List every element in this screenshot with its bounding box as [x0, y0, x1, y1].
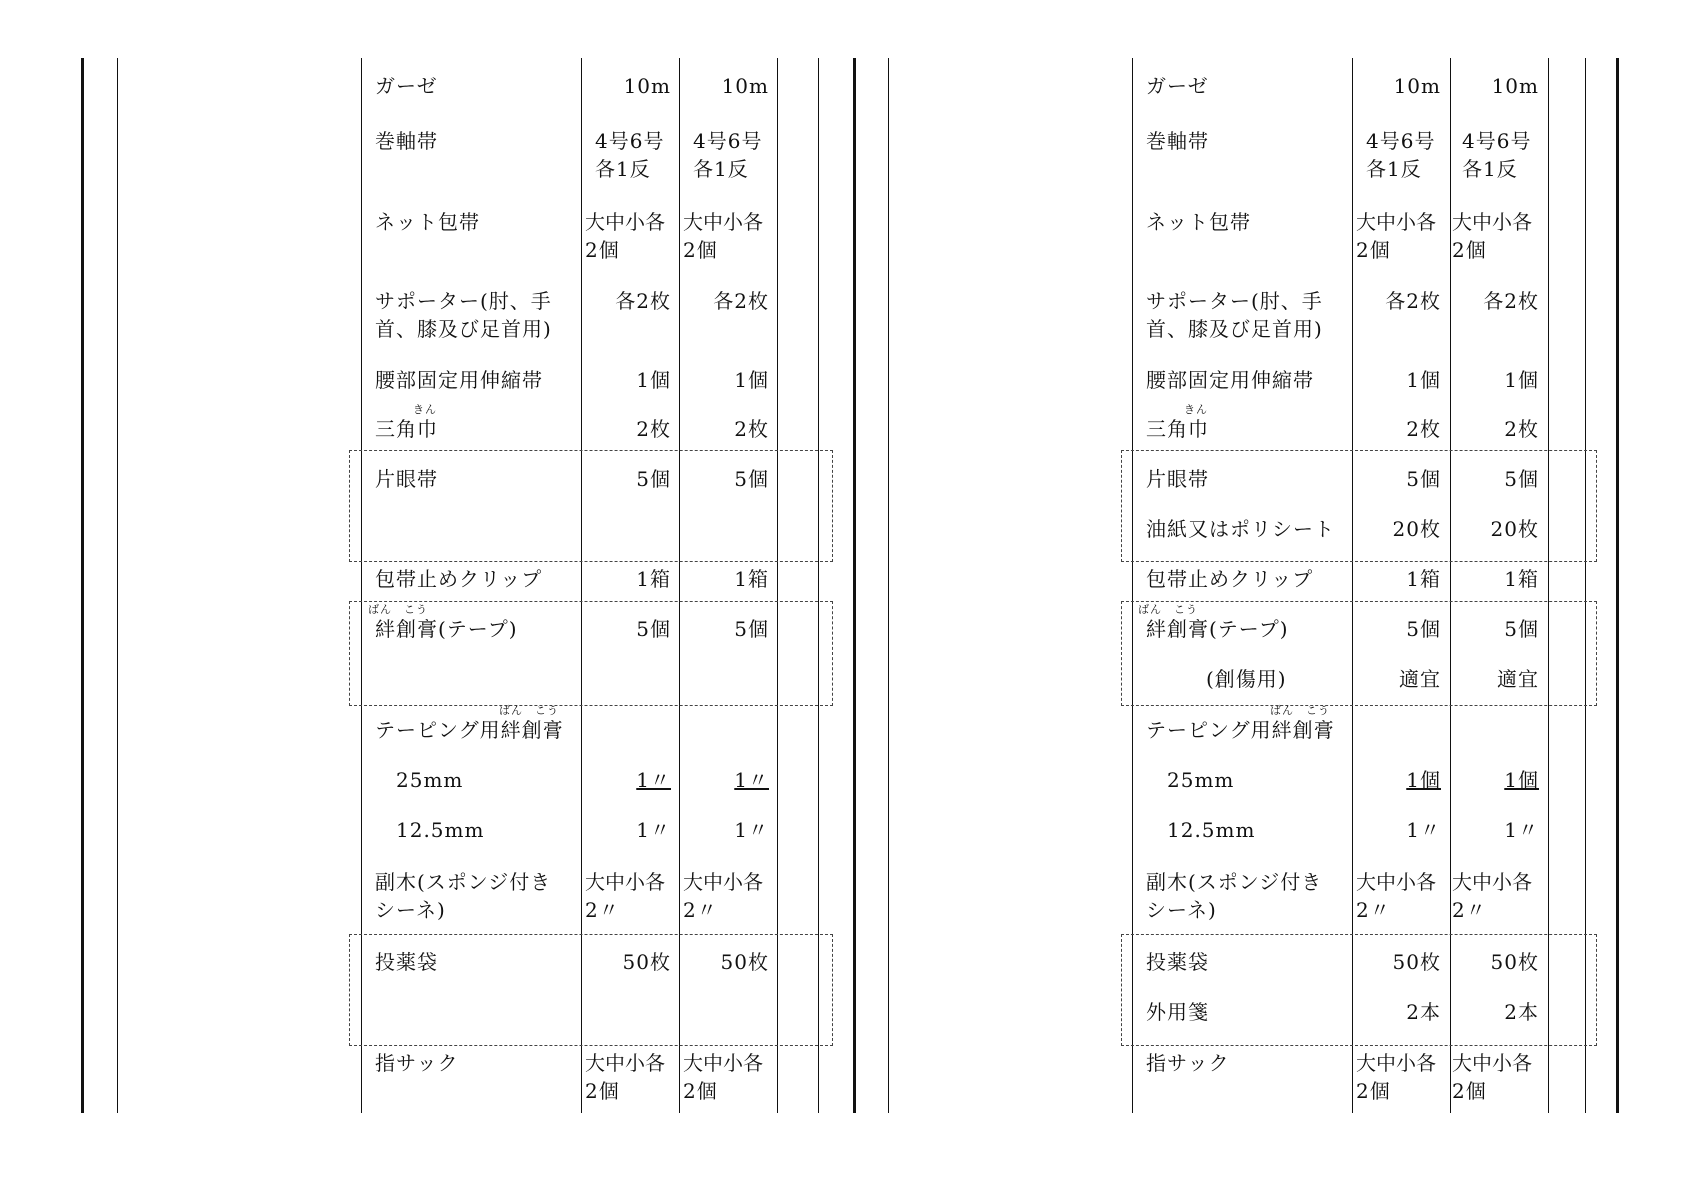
item-name: 腰部固定用伸縮帯 — [375, 368, 543, 392]
item-name: (創傷用) — [1206, 667, 1287, 691]
quantity-1: 1箱 — [636, 567, 671, 591]
border-line — [81, 58, 84, 1113]
item-name: テーピング用絆創膏 — [375, 718, 564, 742]
quantity-1: 大中小各 — [585, 210, 665, 234]
quantity-1-line2: 2〃 — [585, 898, 620, 922]
quantity-1-line2: 2個 — [585, 238, 620, 262]
quantity-1-line2: 各1反 — [595, 157, 651, 181]
quantity-2: 各2枚 — [1483, 289, 1539, 313]
item-name-line2: シーネ) — [1146, 898, 1217, 922]
ruby-reading: ばん こう — [1138, 603, 1198, 616]
quantity-2: 10m — [1491, 74, 1539, 98]
item-name: 三角巾 — [375, 417, 438, 441]
quantity-1: 各2枚 — [615, 289, 671, 313]
quantity-2-line2: 2個 — [1452, 1079, 1487, 1103]
quantity-2: 4号6号 — [693, 129, 763, 153]
quantity-2: 2本 — [1504, 1000, 1539, 1024]
quantity-2: 大中小各 — [1452, 210, 1532, 234]
quantity-1: 50枚 — [622, 950, 671, 974]
quantity-1: 2本 — [1406, 1000, 1441, 1024]
item-name: 25mm — [396, 768, 464, 792]
quantity-1: 5個 — [1406, 617, 1441, 641]
item-name: サポーター(肘、手 — [1146, 289, 1323, 313]
quantity-2-line2: 2〃 — [683, 898, 718, 922]
item-name: 三角巾 — [1146, 417, 1209, 441]
item-name: 巻軸帯 — [1146, 129, 1209, 153]
quantity-2: 2枚 — [1504, 417, 1539, 441]
quantity-1: 4号6号 — [595, 129, 665, 153]
quantity-2-line2: 2個 — [1452, 238, 1487, 262]
border-line — [853, 58, 856, 1113]
item-name: 投薬袋 — [1146, 950, 1209, 974]
column-line — [888, 58, 889, 1113]
item-name: 指サック — [375, 1051, 459, 1075]
item-name: 12.5mm — [1167, 818, 1256, 842]
quantity-2: 1個 — [1504, 368, 1539, 392]
column-line — [117, 58, 118, 1113]
quantity-2: 1個 — [1504, 768, 1539, 792]
quantity-2: 大中小各 — [1452, 1051, 1532, 1075]
quantity-1: 大中小各 — [1356, 870, 1436, 894]
ruby-reading: ばん こう — [1270, 704, 1330, 717]
item-name: 投薬袋 — [375, 950, 438, 974]
quantity-1-line2: 2〃 — [1356, 898, 1391, 922]
quantity-2: 5個 — [1504, 617, 1539, 641]
quantity-1: 4号6号 — [1366, 129, 1436, 153]
item-name: 外用箋 — [1146, 1000, 1209, 1024]
item-name: ガーゼ — [1146, 74, 1209, 98]
quantity-2-line2: 2個 — [683, 1079, 718, 1103]
quantity-2: 大中小各 — [683, 870, 763, 894]
quantity-1: 5個 — [636, 467, 671, 491]
quantity-2: 1箱 — [1504, 567, 1539, 591]
quantity-1: 大中小各 — [1356, 1051, 1436, 1075]
quantity-1: 2枚 — [1406, 417, 1441, 441]
item-name: 腰部固定用伸縮帯 — [1146, 368, 1314, 392]
border-line — [1616, 58, 1619, 1113]
item-name: ネット包帯 — [1146, 210, 1251, 234]
item-name: 片眼帯 — [375, 467, 438, 491]
ruby-reading: ばん こう — [368, 603, 428, 616]
quantity-2-line2: 各1反 — [1462, 157, 1518, 181]
item-name: 巻軸帯 — [375, 129, 438, 153]
item-name: 副木(スポンジ付き — [375, 870, 552, 894]
quantity-1-line2: 2個 — [1356, 1079, 1391, 1103]
quantity-2: 1〃 — [734, 768, 769, 792]
quantity-2: 20枚 — [1490, 517, 1539, 541]
quantity-1-line2: 各1反 — [1366, 157, 1422, 181]
quantity-2: 1〃 — [1504, 818, 1539, 842]
item-name: 包帯止めクリップ — [1146, 567, 1314, 591]
quantity-2-line2: 2〃 — [1452, 898, 1487, 922]
item-name: 油紙又はポリシート — [1146, 517, 1335, 541]
item-name: 包帯止めクリップ — [375, 567, 543, 591]
quantity-1: 20枚 — [1392, 517, 1441, 541]
item-name-line2: 首、膝及び足首用) — [375, 317, 552, 341]
item-name: ガーゼ — [375, 74, 438, 98]
quantity-1: 2枚 — [636, 417, 671, 441]
item-name-line2: 首、膝及び足首用) — [1146, 317, 1323, 341]
quantity-1: 1〃 — [636, 818, 671, 842]
quantity-2-line2: 2個 — [683, 238, 718, 262]
quantity-1: 各2枚 — [1385, 289, 1441, 313]
quantity-2: 大中小各 — [683, 210, 763, 234]
item-name-line2: シーネ) — [375, 898, 446, 922]
quantity-2-line2: 各1反 — [693, 157, 749, 181]
quantity-1: 大中小各 — [585, 1051, 665, 1075]
quantity-2: 5個 — [734, 467, 769, 491]
ruby-reading: ばん こう — [499, 704, 559, 717]
ruby-reading: きん — [1184, 403, 1208, 416]
quantity-1: 1〃 — [636, 768, 671, 792]
quantity-2: 2枚 — [734, 417, 769, 441]
quantity-2: 1個 — [734, 368, 769, 392]
quantity-1: 1箱 — [1406, 567, 1441, 591]
item-name: 絆創膏(テープ) — [375, 617, 518, 641]
quantity-1: 50枚 — [1392, 950, 1441, 974]
quantity-2: 50枚 — [1490, 950, 1539, 974]
quantity-2: 5個 — [1504, 467, 1539, 491]
quantity-1-line2: 2個 — [1356, 238, 1391, 262]
quantity-2: 適宜 — [1497, 667, 1539, 691]
quantity-1: 5個 — [1406, 467, 1441, 491]
ruby-reading: きん — [413, 403, 437, 416]
quantity-1: 適宜 — [1399, 667, 1441, 691]
quantity-1: 10m — [623, 74, 671, 98]
quantity-2: 1箱 — [734, 567, 769, 591]
quantity-2: 1〃 — [734, 818, 769, 842]
quantity-1: 5個 — [636, 617, 671, 641]
quantity-1: 1〃 — [1406, 818, 1441, 842]
item-name: テーピング用絆創膏 — [1146, 718, 1335, 742]
quantity-1: 10m — [1393, 74, 1441, 98]
quantity-1: 1個 — [1406, 368, 1441, 392]
item-name: 絆創膏(テープ) — [1146, 617, 1289, 641]
quantity-2: 50枚 — [720, 950, 769, 974]
item-name: サポーター(肘、手 — [375, 289, 552, 313]
quantity-1: 1個 — [1406, 768, 1441, 792]
quantity-1: 大中小各 — [585, 870, 665, 894]
quantity-2: 大中小各 — [683, 1051, 763, 1075]
item-name: 片眼帯 — [1146, 467, 1209, 491]
quantity-2: 4号6号 — [1462, 129, 1532, 153]
item-name: 25mm — [1167, 768, 1235, 792]
quantity-2: 大中小各 — [1452, 870, 1532, 894]
item-name: 12.5mm — [396, 818, 485, 842]
quantity-2: 5個 — [734, 617, 769, 641]
quantity-1-line2: 2個 — [585, 1079, 620, 1103]
item-name: 指サック — [1146, 1051, 1230, 1075]
quantity-2: 各2枚 — [713, 289, 769, 313]
quantity-1: 大中小各 — [1356, 210, 1436, 234]
item-name: 副木(スポンジ付き — [1146, 870, 1323, 894]
quantity-2: 10m — [721, 74, 769, 98]
quantity-1: 1個 — [636, 368, 671, 392]
item-name: ネット包帯 — [375, 210, 480, 234]
